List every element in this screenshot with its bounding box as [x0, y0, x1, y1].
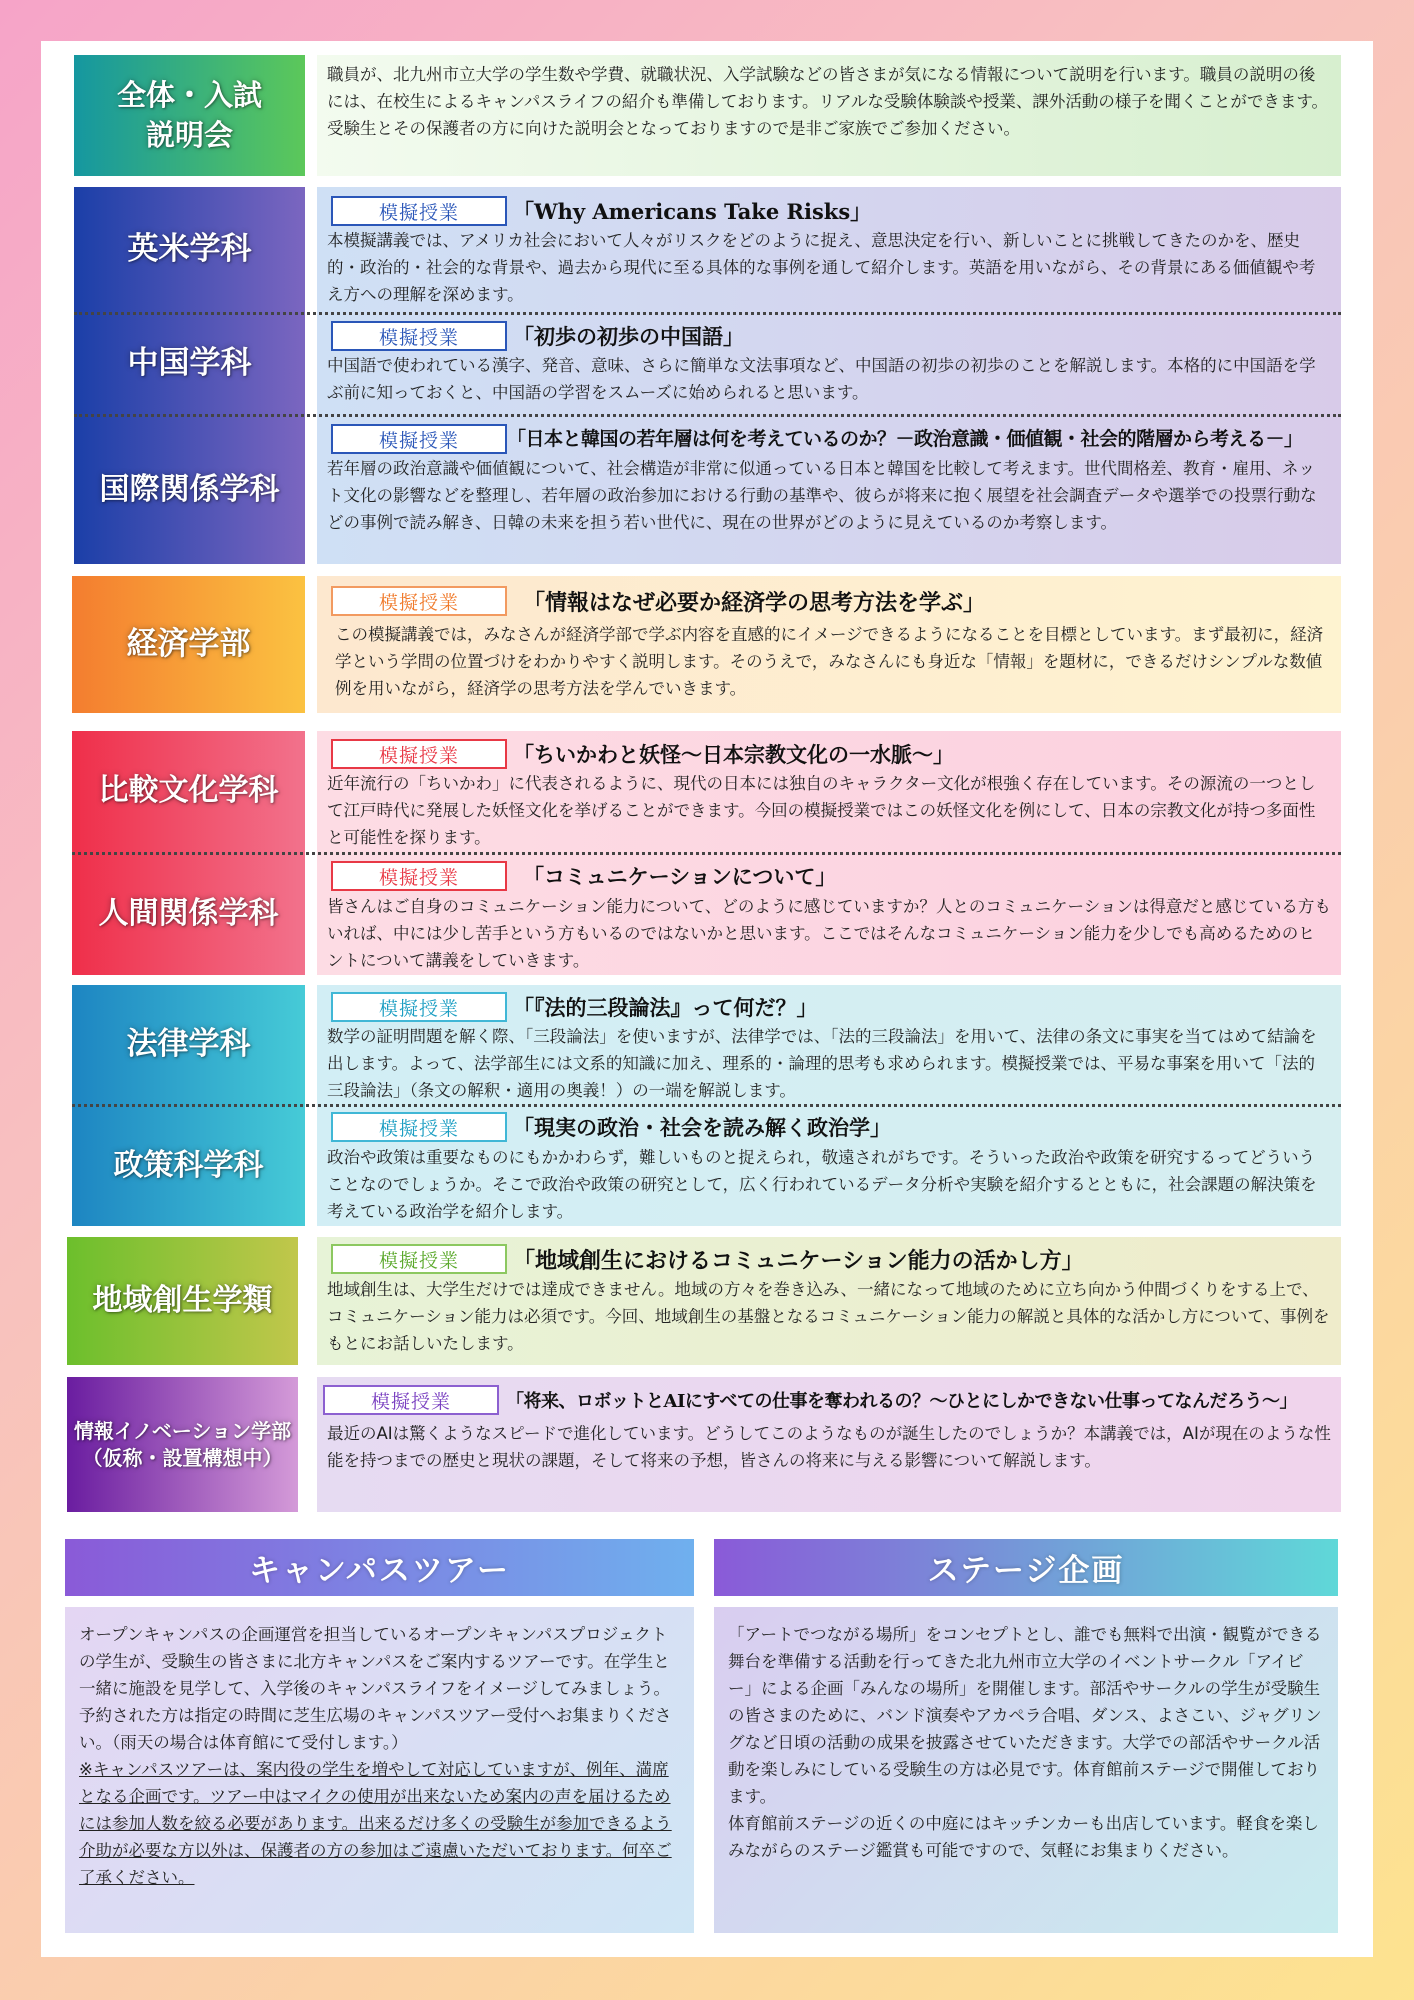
- lecture-title: 「コミュニケーションについて」: [523, 864, 837, 889]
- lecture-tag: 模擬授業: [331, 424, 507, 454]
- lecture-title: 「現実の政治・社会を読み解く政治学」: [513, 1115, 891, 1140]
- lecture-tag: 模擬授業: [331, 1112, 507, 1142]
- dept-label-kokusai: 国際関係学科: [99, 471, 280, 507]
- lecture-text: 若年層の政治意識や価値観について、社会構造が非常に似通っている日本と韓国を比較して考えます。世代間格差、教育・雇用、ネット文化の影響などを整理し、若年層の政治参加における行動の基準や、彼らが将来に抱く展望を社会調査データや選挙での投票行動などの事例で読み解き、日韓の未来を担う若い世代に、現在の世界がどのように見えているのか考察します。: [327, 459, 1317, 532]
- lecture-tag: 模擬授業: [331, 992, 507, 1022]
- lecture-tag: 模擬授業: [323, 1385, 499, 1415]
- dept-label-chiiki: 地域創生学類: [67, 1237, 298, 1365]
- lecture-title: 「『法的三段論法』って何だ？」: [513, 995, 818, 1020]
- lecture-tag: 模擬授業: [331, 586, 507, 616]
- campus-tour-heading: キャンパスツアー: [65, 1539, 694, 1596]
- campus-tour-note: ※キャンパスツアーは、案内役の学生を増やして対応していますが、例年、満席となる企画です。ツアー中はマイクの使用が出来ないため案内の声を届けるためには参加人数を絞る必要があります。出来るだけ多くの受験生が参加できるよう介助が必要な方以外は、保護者の方の参加はご遠慮いただいております。何卒ご了承ください。: [79, 1760, 672, 1887]
- lecture-tag: 模擬授業: [331, 739, 507, 769]
- dept-label-joho: 情報イノベーション学部 （仮称・設置構想中）: [67, 1377, 298, 1512]
- dept-label-keizai: 経済学部: [72, 576, 305, 713]
- dept-label-seisaku: 政策科学科: [113, 1147, 264, 1183]
- lecture-title: 「情報はなぜ必要か経済学の思考方法を学ぶ」: [523, 590, 986, 616]
- lecture-text: 最近のAIは驚くようなスピードで進化しています。どうしてこのようなものが誕生したのでしょうか？本講義では，AIが現在のような性能を持つまでの歴史と現状の課題，そして将来の予想，皆さんの将来に与える影響について解説します。: [327, 1424, 1331, 1470]
- lecture-title: 「将来、ロボットとAIにすべての仕事を奪われるの？～ひとにしかできない仕事ってなんだろう～」: [506, 1391, 1298, 1412]
- lecture-text: 皆さんはご自身のコミュニケーション能力について、どのように感じていますか？人とのコミュニケーションは得意だと感じている方もいれば、中には少し苦手という方もいるのではないかと思います。ここではそんなコミュニケーション能力を少しでも高めるためのヒントについて講義をしていきます。: [327, 897, 1331, 970]
- lecture-text: 地域創生は、大学生だけでは達成できません。地域の方々を巻き込み、一緒になって地域のために立ち向かう仲間づくりをする上で、コミュニケーション能力は必須です。今回、地域創生の基盤となるコミュニケーション能力の解説と具体的な活かし方について、事例をもとにお話しいたします。: [327, 1280, 1330, 1353]
- overview-text: 職員が、北九州市立大学の学生数や学費、就職状況、入学試験などの皆さまが気になる情報について説明を行います。職員の説明の後には、在校生によるキャンパスライフの紹介も準備しております。リアルな受験体験談や授業、課外活動の様子を聞くことができます。受験生とその保護者の方に向けた説明会となっておりますので是非ご家族でご参加ください。: [327, 65, 1329, 138]
- lecture-title: 「Why Americans Take Risks」: [513, 199, 872, 224]
- dept-label-ningen: 人間関係学科: [98, 896, 279, 932]
- dept-label-horitsu: 法律学科: [126, 1025, 251, 1062]
- dept-label-chugoku: 中国学科: [127, 345, 252, 382]
- stage-heading: ステージ企画: [714, 1539, 1338, 1596]
- campus-tour-text: オープンキャンパスの企画運営を担当しているオープンキャンパスプロジェクトの学生が、受験生の皆さまに北方キャンパスをご案内するツアーです。在学生と一緒に施設を見学して、入学後のキャンパスライフをイメージしてみましょう。予約された方は指定の時間に芝生広場のキャンパスツアー受付へお集まりください。（雨天の場合は体育館にて受付します。）: [79, 1625, 672, 1752]
- dept-label-eibei: 英米学科: [127, 230, 252, 267]
- lecture-text: 中国語で使われている漢字、発音、意味、さらに簡単な文法事項など、中国語の初歩の初歩のことを解説します。本格的に中国語を学ぶ前に知っておくと、中国語の学習をスムーズに始められると思います。: [327, 356, 1316, 402]
- lecture-title: 「初歩の初歩の中国語」: [513, 324, 744, 349]
- lecture-tag: 模擬授業: [331, 196, 507, 226]
- lecture-text: 本模擬講義では、アメリカ社会において人々がリスクをどのように捉え、意思決定を行い、新しいことに挑戦してきたのかを、歴史的・政治的・社会的な背景や、過去から現代に至る具体的な事例を通して紹介します。英語を用いながら、その背景にある価値観や考え方への理解を深めます。: [327, 231, 1316, 304]
- lecture-tag: 模擬授業: [331, 1244, 507, 1274]
- lecture-title: 「日本と韓国の若年層は何を考えているのか？－政治意識・価値観・社会的階層から考える－」: [507, 428, 1303, 450]
- campus-tour-box: [65, 1607, 694, 1933]
- stage-text-1: 「アートでつながる場所」をコンセプトとし、誰でも無料で出演・観覧ができる舞台を準備する活動を行ってきた北九州市立大学のイベントサークル「アイビー」による企画「みんなの場所」を開催します。部活やサークルの学生が受験生の皆さまのために、バンド演奏やアカペラ合唱、ダンス、よさこい、ジャグリングなど日頃の活動の成果を披露させていただきます。大学での部活やサークル活動を楽しみにしている受験生の方は必見です。体育館前ステージで開催しております。: [728, 1625, 1322, 1806]
- lecture-tag: 模擬授業: [331, 861, 507, 891]
- overview-label: 全体・入試 説明会: [74, 55, 305, 176]
- dept-label-hikaku: 比較文化学科: [98, 773, 279, 809]
- flyer-sheet: [41, 41, 1373, 1957]
- lecture-text: 数学の証明問題を解く際、「三段論法」を使いますが、法律学では、「法的三段論法」を用いて、法律の条文に事実を当てはめて結論を出します。よって、法学部生には文系的知識に加え、理系的・論理的思考も求められます。模擬授業では、平易な事案を用いて「法的三段論法」（条文の解釈・適用の奥義！）の一端を解説します。: [327, 1027, 1317, 1100]
- stage-box: [714, 1607, 1338, 1933]
- lecture-text: 政治や政策は重要なものにもかかわらず，難しいものと捉えられ，敬遠されがちです。そういった政治や政策を研究するってどういうことなのでしょうか。そこで政治や政策の研究として，広く行われているデータ分析や実験を紹介するとともに，社会課題の解決策を考えている政治学を紹介します。: [327, 1148, 1317, 1221]
- lecture-tag: 模擬授業: [331, 321, 507, 351]
- lecture-text: この模擬講義では，みなさんが経済学部で学ぶ内容を直感的にイメージできるようになることを目標としています。まず最初に，経済学という学問の位置づけをわかりやすく説明します。そのうえで，みなさんにも身近な「情報」を題材に，できるだけシンプルな数値例を用いながら，経済学の思考方法を学んでいきます。: [335, 625, 1324, 698]
- lecture-title: 「地域創生におけるコミュニケーション能力の活かし方」: [513, 1248, 1084, 1274]
- lecture-text: 近年流行の「ちいかわ」に代表されるように、現代の日本には独自のキャラクター文化が根強く存在しています。その源流の一つとして江戸時代に発展した妖怪文化を挙げることができます。今回の模擬授業ではこの妖怪文化を例にして、日本の宗教文化が持つ多面性と可能性を探ります。: [327, 774, 1316, 847]
- stage-text-2: 体育館前ステージの近くの中庭にはキッチンカーも出店しています。軽食を楽しみながらのステージ鑑賞も可能ですので、気軽にお集まりください。: [728, 1814, 1319, 1860]
- lecture-title: 「ちいかわと妖怪～日本宗教文化の一水脈～」: [513, 742, 954, 767]
